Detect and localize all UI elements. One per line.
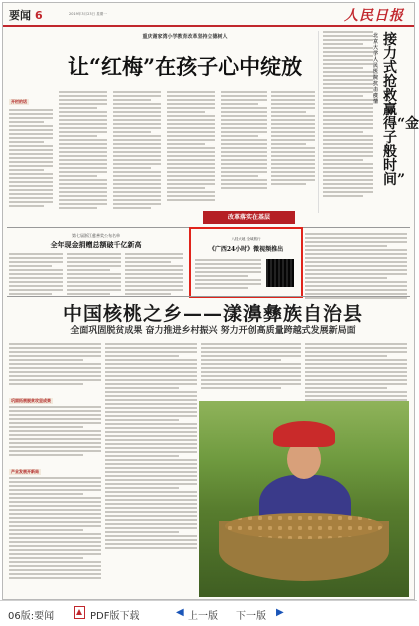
lead-column-3[interactable]	[113, 91, 161, 211]
lead-column-1[interactable]	[9, 109, 53, 209]
lead-column-5[interactable]	[221, 91, 267, 191]
masthead	[3, 3, 414, 27]
lead-headline[interactable]: 让“红梅”在孩子心中绽放	[67, 54, 303, 79]
lower-left-column-2[interactable]	[67, 253, 121, 297]
right-story-text[interactable]	[323, 31, 373, 199]
lower-left-column-3[interactable]	[125, 253, 183, 297]
box-kicker: 八桂大地 全域旅行	[231, 237, 261, 241]
highlighted-article[interactable]	[189, 227, 303, 298]
next-arrow-icon[interactable]: ▶	[276, 607, 284, 618]
section-name: 要闻	[9, 9, 31, 22]
qr-code-icon	[266, 259, 294, 287]
lead-kicker[interactable]: 重庆谢家湾小学教育改革坚持立德树人	[142, 34, 228, 40]
box-text	[195, 259, 261, 291]
pdf-icon[interactable]	[74, 606, 85, 619]
lower-left-headline[interactable]: 全年现金捐赠总额破千亿新高	[50, 240, 142, 249]
right-headline[interactable]: 接力式抢救赢得“金子般时间”	[383, 32, 419, 188]
brand-logo: 人民日报	[344, 8, 404, 24]
prev-arrow-icon[interactable]: ◀	[176, 607, 184, 618]
prev-page-link[interactable]: 上一版	[188, 611, 218, 622]
feature-divider	[7, 296, 410, 297]
right-kicker[interactable]: 北京大学人民医院抗击疫情	[373, 33, 379, 105]
lead-column-6[interactable]	[271, 91, 315, 187]
newspaper-page	[2, 2, 419, 600]
feature-subhead[interactable]: 全面巩固脱贫成果 奋力推进乡村振兴 努力开创高质量跨越式发展新局面	[70, 326, 356, 336]
box-headline[interactable]: 《广西24小时》微视频推出	[208, 246, 284, 253]
current-page-label: 06版:要闻	[8, 611, 55, 622]
lower-left-kicker[interactable]: 第七届浙江慈善奖公布名单	[72, 233, 120, 238]
lower-left-column-1[interactable]	[9, 253, 63, 297]
feature-photo	[199, 401, 409, 597]
date-line: 2019年3月23日 星期一	[69, 12, 107, 16]
pdf-download-link[interactable]: PDF版下载	[90, 611, 140, 622]
lead-subhead: 开栏的话	[11, 99, 27, 104]
feature-section-2: 产业发展开新局	[11, 469, 39, 474]
feature-column-2[interactable]	[105, 343, 197, 551]
section-label	[9, 7, 43, 23]
feature-column-1[interactable]	[9, 343, 101, 581]
next-page-link[interactable]: 下一版	[236, 611, 266, 622]
feature-section-1: 巩固拓展脱贫攻坚成果	[11, 398, 51, 403]
page-number: 6	[35, 9, 43, 22]
lower-right-column[interactable]	[305, 233, 407, 301]
lead-column-2[interactable]	[59, 91, 107, 211]
reform-banner: 改革落实在基层	[203, 211, 295, 224]
page-nav-bar	[0, 600, 417, 626]
lead-column-4[interactable]	[167, 91, 215, 203]
feature-headline[interactable]: 中国核桃之乡——漾濞彝族自治县	[62, 303, 363, 325]
